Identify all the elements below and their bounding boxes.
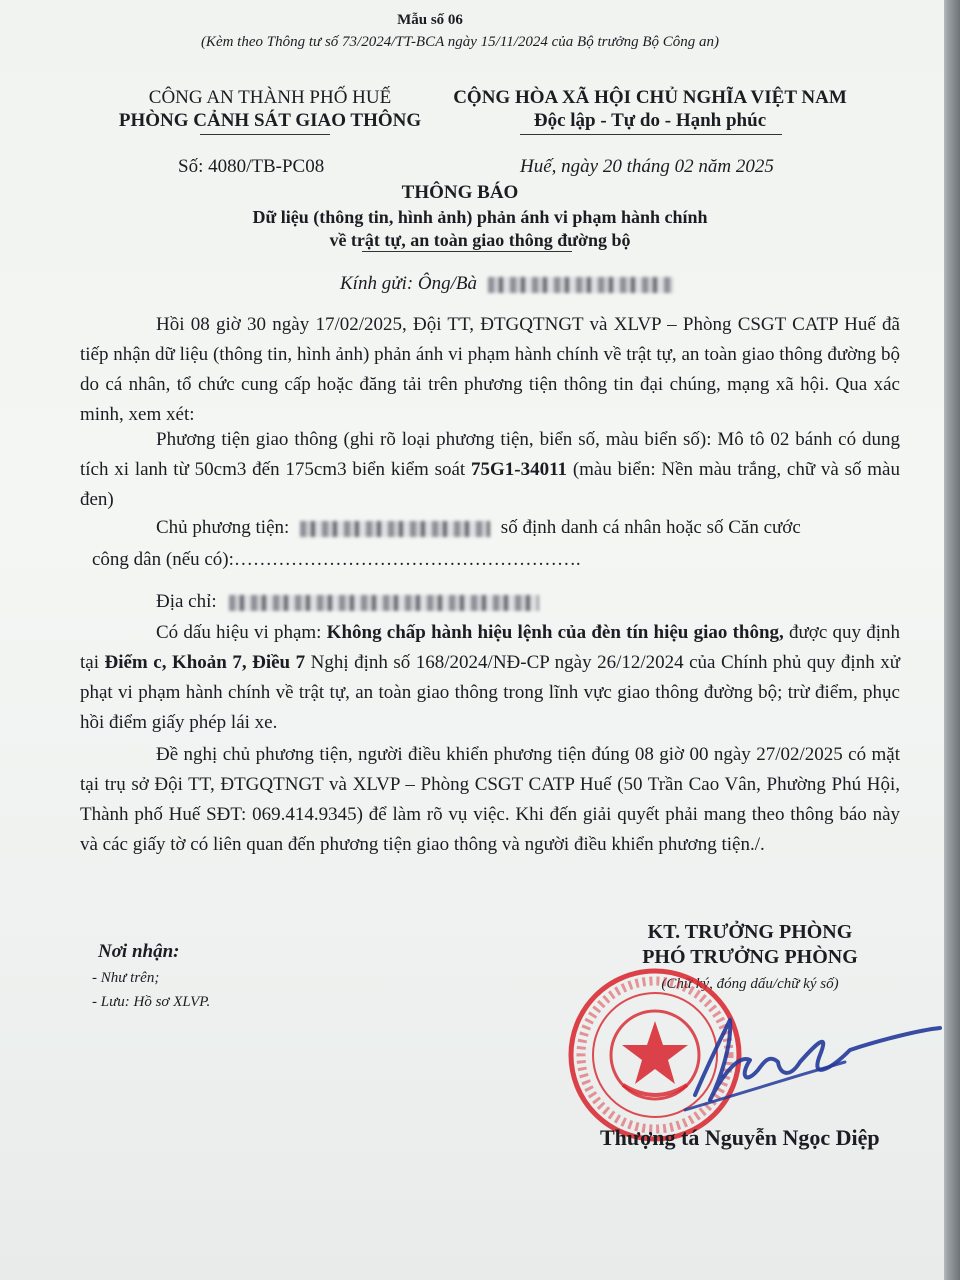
document-subtitle-1: Dữ liệu (thông tin, hình ảnh) phản ánh vi phạm hành chính (252, 207, 708, 227)
motto-underline (520, 134, 782, 135)
recipient-label: Kính gửi: Ông/Bà (340, 273, 478, 294)
owner-id-line: công dân (nếu có):………………………………………………. (92, 549, 581, 570)
title-underline (362, 251, 572, 252)
paragraph-vehicle (80, 425, 900, 515)
form-note: (Kèm theo Thông tư số 73/2024/TT-BCA ngày 15/11/2024 của Bộ trưởng Bộ Công an) (200, 34, 720, 50)
license-plate: 75G1-34011 (470, 459, 568, 480)
form-number: Mẫu số 06 (397, 12, 463, 28)
place-date: Huế, ngày 20 tháng 02 năm 2025 (520, 156, 774, 177)
document-subtitle-2: về trật tự, an toàn giao thông đường bộ (329, 230, 631, 250)
recipient-item-1: - Như trên; (92, 970, 160, 986)
redacted-owner-name (300, 521, 490, 537)
recipients-title: Nơi nhận: (98, 941, 180, 962)
document-title: THÔNG BÁO (401, 182, 519, 203)
nation-title: CỘNG HÒA XÃ HỘI CHỦ NGHĨA VIỆT NAM (453, 87, 847, 108)
paragraph-violation (80, 618, 900, 738)
document-number: Số: 4080/TB-PC08 (178, 156, 325, 177)
redacted-address (229, 595, 539, 611)
agency-department: PHÒNG CẢNH SÁT GIAO THÔNG (118, 110, 422, 131)
regulated-label: được quy định tại (80, 622, 900, 673)
sign-title-2: PHÓ TRƯỞNG PHÒNG (642, 946, 858, 968)
violation-label: Có dấu hiệu vi phạm: (156, 622, 327, 643)
recipient-item-2: - Lưu: Hồ sơ XLVP. (92, 994, 211, 1010)
plate-color: (màu biển: Nền màu trắng, chữ và số màu đen) (80, 459, 900, 510)
nation-motto: Độc lập - Tự do - Hạnh phúc (533, 110, 767, 131)
paragraph-receipt (80, 310, 900, 430)
paragraph-summons-text: Đề nghị chủ phương tiện, người điều khiển phương tiện đúng 08 giờ 00 ngày 27/02/2025 có mặt tại trụ sở Đội TT, ĐTGQTNGT và XLVP – Phòng CSGT CATP Huế (50 Trần Cao Vân, Phường Phú Hội, Thành phố Huế SĐT: 069.414.9345) để làm rõ vụ việc. Khi đến giải quyết phải mang theo thông báo này và các giấy tờ có liên quan đến phương tiện giao thông và người điều khiển phương tiện./. (80, 744, 900, 855)
handwritten-signature (640, 1000, 950, 1130)
agency-name: CÔNG AN THÀNH PHỐ HUẾ (148, 87, 392, 108)
paragraph-summons (80, 740, 900, 860)
legal-article: Điểm c, Khoản 7, Điều 7 (104, 652, 306, 673)
agency-underline (200, 134, 330, 135)
owner-line (156, 516, 801, 540)
signer-name: Thượng tá Nguyễn Ngọc Diệp (600, 1125, 880, 1150)
decree-text: Nghị định số 168/2024/NĐ-CP ngày 26/12/2024 của Chính phủ quy định xử phạt vi phạm hành chính về trật tự, an toàn giao thông trong lĩnh vực giao thông đường bộ; trừ điểm, phục hồi điểm giấy phép lái xe. (80, 652, 901, 733)
vehicle-desc: Phương tiện giao thông (ghi rõ loại phương tiện, biển số, màu biển số): Mô tô 02 bánh có dung tích xi lanh từ 50cm3 đến 175cm3 biển kiểm soát (80, 429, 900, 480)
violation-text: Không chấp hành hiệu lệnh của đèn tín hiệu giao thông, (326, 622, 784, 643)
address-label: Địa chỉ: (156, 591, 217, 612)
address-line (156, 590, 539, 614)
owner-id-label: số định danh cá nhân hoặc số Căn cước (500, 517, 801, 538)
sign-note: (Chữ ký, đóng dấu/chữ ký số) (661, 976, 839, 992)
owner-label: Chủ phương tiện: (156, 517, 290, 538)
sign-title-1: KT. TRƯỞNG PHÒNG (647, 921, 853, 943)
paragraph-receipt-text: Hồi 08 giờ 30 ngày 17/02/2025, Đội TT, ĐTGQTNGT và XLVP – Phòng CSGT CATP Huế đã tiếp nhận dữ liệu (thông tin, hình ảnh) phản ánh vi phạm hành chính về trật tự, an toàn giao thông đường bộ do cá nhân, tổ chức cung cấp hoặc đăng tải trên phương tiện thông tin đại chúng, mạng xã hội. Qua xác minh, xem xét: (80, 314, 900, 425)
recipient-line (340, 272, 673, 296)
redacted-recipient-name (488, 277, 673, 293)
